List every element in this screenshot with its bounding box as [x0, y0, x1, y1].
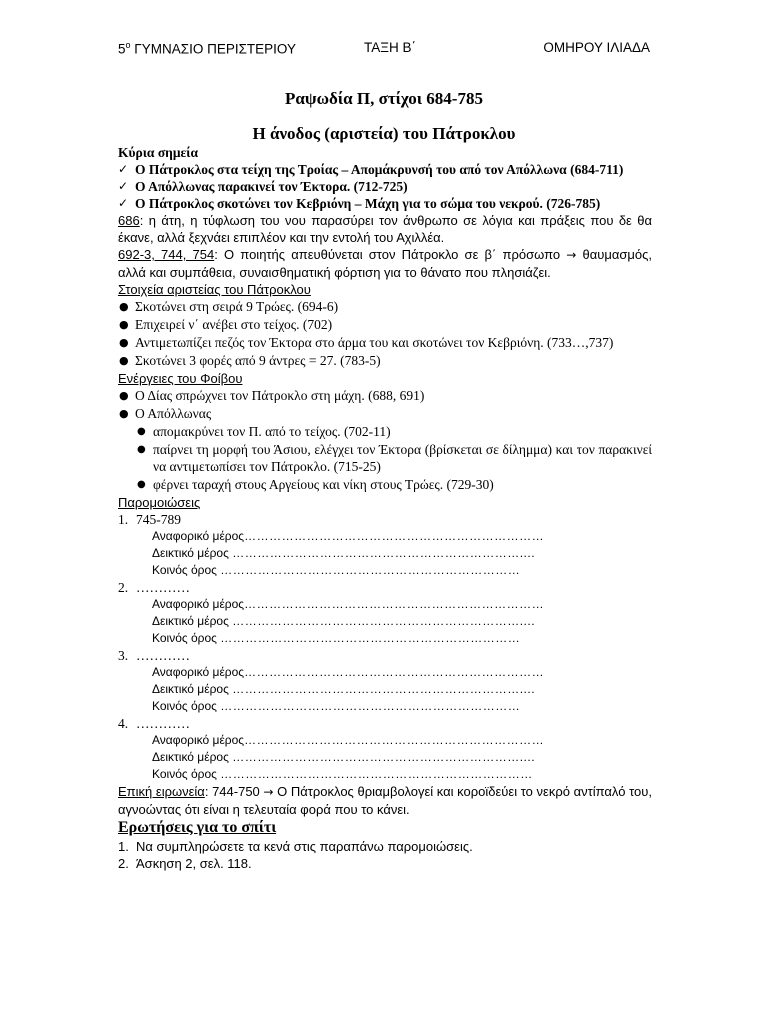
simile-number: 1. 745-789	[118, 512, 181, 527]
note-verse-ref: 686	[118, 213, 140, 228]
checkmark-icon: ✓	[118, 162, 129, 176]
checkmark-icon: ✓	[118, 196, 129, 210]
phoebus-list	[118, 387, 652, 422]
simile-dec-field[interactable]: Δεικτικό μέρος ……………………………………………………………....	[152, 614, 536, 628]
homework-item: 2. Άσκηση 2, σελ. 118.	[118, 856, 252, 871]
simile-common-field[interactable]: Κοινός όρος ………………………………………………………………	[152, 631, 521, 645]
list-item: ● Ο Δίας σπρώχνει τον Πάτροκλο στη μάχη. (688, 691)	[119, 388, 425, 403]
header-subject: ΟΜΗΡΟΥ ΙΛΙΑΔΑ	[543, 40, 650, 55]
key-point-item: ✓ Ο Πάτροκλος σκοτώνει τον Κεβριόνη – Μάχη για το σώμα του νεκρού. (726-785)	[118, 196, 601, 211]
bullet-icon: ●	[119, 407, 129, 420]
bullet-icon: ●	[137, 426, 146, 437]
simile-common-field[interactable]: Κοινός όρος ………………………………………………………………	[152, 699, 521, 713]
simile-ref-field[interactable]: Αναφορικό μέρος………………………………………………………………	[152, 733, 545, 747]
aristeia-heading: Στοιχεία αριστείας του Πάτροκλου	[118, 282, 311, 297]
note-text: : Ο ποιητής απευθύνεται στον Πάτροκλο σε β΄ πρόσωπο	[214, 247, 567, 262]
simile-dec-field[interactable]: Δεικτικό μέρος ……………………………………………………………....	[152, 682, 536, 696]
key-points-heading: Κύρια σημεία	[118, 145, 198, 160]
document-subtitle: Η άνοδος (αριστεία) του Πάτροκλου	[252, 124, 516, 143]
key-point-item: ✓ Ο Απόλλωνας παρακινεί τον Έκτορα. (712-725)	[118, 179, 408, 194]
simile-block	[118, 579, 652, 647]
header-school: $5^o$ ΓΥΜΝΑΣΙΟ ΠΕΡΙΣΤΕΡΙΟΥ	[118, 40, 296, 57]
note-paragraph	[118, 246, 652, 281]
page-header	[118, 40, 650, 60]
simile-number: 3. …………	[118, 648, 190, 663]
arrow-right-icon: →	[263, 785, 274, 799]
sub-list-item: ● φέρνει ταραχή στους Αργείους και νίκη στους Τρώες. (729-30)	[137, 477, 494, 492]
document-title: Ραψωδία Π, στίχοι 684-785	[285, 89, 483, 108]
list-item: ● Σκοτώνει 3 φορές από 9 άντρες = 27. (783-5)	[119, 353, 381, 368]
sub-list-item: ● παίρνει τη μορφή του Άσιου, ελέγχει τον Έκτορα (βρίσκεται σε δίλημμα) και τον παρακινεί να αντιμετωπίσει τον Πάτροκλο. (715-25)	[137, 442, 652, 474]
note-verse-ref: 692-3, 744, 754	[118, 247, 215, 262]
note-text: : η άτη, η τύφλωση του νου παρασύρει τον άνθρωπο σε λόγια και πράξεις που δε θα έκανε, αλλά ξεχνάει επιπλέον και την εντολή του Αχιλλέα.	[118, 213, 652, 245]
simile-ref-field[interactable]: Αναφορικό μέρος………………………………………………………………	[152, 597, 545, 611]
simile-number: 4. …………	[118, 716, 190, 731]
bullet-icon: ●	[119, 354, 129, 367]
bullet-icon: ●	[119, 389, 129, 402]
document-body	[118, 144, 652, 872]
simile-common-field[interactable]: Κοινός όρος ………………………………………………………………	[152, 563, 521, 577]
simile-dec-field[interactable]: Δεικτικό μέρος ……………………………………………………………....	[152, 546, 536, 560]
sub-list-item: ● απομακρύνει τον Π. από το τείχος. (702-11)	[137, 424, 391, 439]
homework-item: 1. Να συμπληρώσετε τα κενά στις παραπάνω παρομοιώσεις.	[118, 839, 473, 854]
simile-common-field[interactable]: Κοινός όρος …………………………………………………………………	[152, 767, 533, 781]
apollo-sub-list	[135, 423, 652, 493]
bullet-icon: ●	[119, 318, 129, 331]
similes-heading: Παρομοιώσεις	[118, 495, 201, 510]
list-item: ● Αντιμετωπίζει πεζός τον Έκτορα στο άρμα του και σκοτώνει τον Κεβριόνη. (733…,737)	[119, 335, 614, 350]
simile-block	[118, 511, 652, 579]
phoebus-heading: Ενέργειες του Φοίβου	[118, 371, 243, 386]
simile-number: 2. …………	[118, 580, 190, 595]
key-point-item: ✓ Ο Πάτροκλος στα τείχη της Τροίας – Απομάκρυνσή του από τον Απόλλωνα (684-711)	[118, 162, 624, 177]
simile-dec-field[interactable]: Δεικτικό μέρος ……………………………………………………………....	[152, 750, 536, 764]
simile-block	[118, 647, 652, 715]
simile-block	[118, 715, 652, 783]
arrow-right-icon: →	[566, 248, 577, 262]
note-paragraph	[118, 212, 652, 246]
bullet-icon: ●	[119, 300, 129, 313]
checkmark-icon: ✓	[118, 179, 129, 193]
list-item: ● Επιχειρεί ν΄ ανέβει στο τείχος. (702)	[119, 317, 333, 332]
bullet-icon: ●	[137, 444, 146, 455]
bullet-icon: ●	[137, 479, 146, 490]
simile-ref-field[interactable]: Αναφορικό μέρος………………………………………………………………	[152, 665, 545, 679]
list-item: ● Ο Απόλλωνας	[119, 406, 212, 421]
homework-heading: Ερωτήσεις για το σπίτι	[118, 819, 277, 836]
simile-ref-field[interactable]: Αναφορικό μέρος………………………………………………………………	[152, 529, 545, 543]
header-class: ΤΑΞΗ Β΄	[364, 40, 417, 55]
irony-paragraph: Επική ειρωνεία: 744-750 → Ο Πάτροκλος θριαμβολογεί και κοροϊδεύει το νεκρό αντίπαλό του, αγνοώντας ότι είναι η τελευταία φορά που το κάνει.	[118, 784, 652, 817]
key-points-list	[118, 161, 652, 212]
note-text: θαυμασμός, αλλά και συμπάθεια, συναισθηματική φόρτιση για το θάνατο που πλησιάζει.	[118, 247, 653, 280]
bullet-icon: ●	[119, 336, 129, 349]
list-item: ● Σκοτώνει στη σειρά 9 Τρώες. (694-6)	[119, 299, 339, 314]
aristeia-list	[118, 298, 652, 369]
irony-label: Επική ειρωνεία	[118, 784, 205, 799]
